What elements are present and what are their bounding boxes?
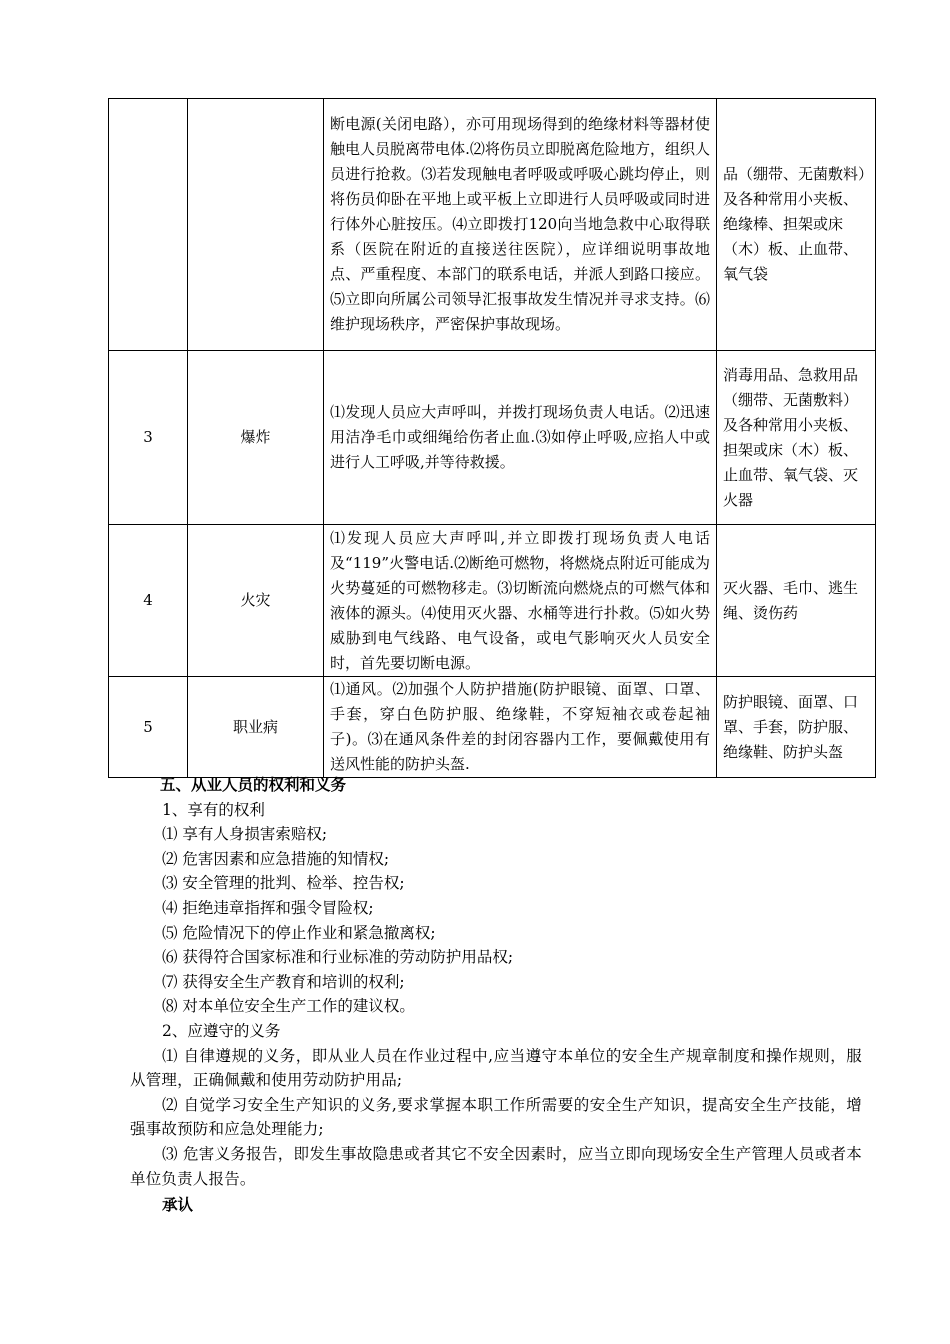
rights-subtitle: 1、享有的权利 bbox=[162, 800, 265, 819]
emergency-measures: ⑴发现人员应大声呼叫,并立即拨打现场负责人电话及“119”火警电话.⑵断绝可燃物，将燃烧点附近可能成为火势蔓延的可燃物移走。⑶切断流向燃烧点的可燃气体和液体的源头。⑷使用灭火器、水桶等进行扑救。⑸如火势威胁到电气线路、电气设备，或电气影响灭火人员安全时，首先要切断电源。 bbox=[324, 525, 717, 677]
table-row bbox=[109, 99, 876, 351]
row-number: 4 bbox=[109, 525, 188, 677]
row-number bbox=[109, 99, 188, 351]
rights-item: ⑺ 获得安全生产教育和培训的权利; bbox=[162, 972, 405, 991]
accident-type: 职业病 bbox=[188, 677, 324, 778]
rights-item: ⑴ 享有人身损害索赔权; bbox=[162, 825, 328, 844]
rights-item: ⑹ 获得符合国家标准和行业标准的劳动防护用品权; bbox=[162, 948, 514, 967]
row-number: 3 bbox=[109, 351, 188, 525]
emergency-equipment: 防护眼镜、面罩、口罩、手套，防护服、绝缘鞋、防护头盔 bbox=[717, 677, 876, 778]
row-number: 5 bbox=[109, 677, 188, 778]
table-row bbox=[109, 525, 876, 677]
accident-type bbox=[188, 99, 324, 351]
duties-item: ⑵ 自觉学习安全生产知识的义务,要求掌握本职工作所需要的安全生产知识，提高安全生产技能，增强事故预防和应急处理能力; bbox=[130, 1095, 862, 1139]
rights-item: ⑸ 危险情况下的停止作业和紧急撤离权; bbox=[162, 923, 436, 942]
table-row bbox=[109, 351, 876, 525]
duties-item: ⑴ 自律遵规的义务，即从业人员在作业过程中,应当遵守本单位的安全生产规章制度和操作规则，服从管理，正确佩戴和使用劳动防护用品; bbox=[130, 1046, 862, 1090]
accident-type: 爆炸 bbox=[188, 351, 324, 525]
table-row bbox=[109, 677, 876, 778]
rights-and-duties-section bbox=[130, 773, 862, 1218]
rights-item: ⑶ 安全管理的批判、检举、控告权; bbox=[162, 874, 405, 893]
emergency-measures: ⑴通风。⑵加强个人防护措施(防护眼镜、面罩、口罩、手套，穿白色防护服、绝缘鞋，不穿短袖衣或卷起袖子)。⑶在通风条件差的封闭容器内工作，要佩戴使用有送风性能的防护头盔. bbox=[324, 677, 717, 778]
emergency-measures: ⑴发现人员应大声呼叫，并拨打现场负责人电话。⑵迅速用洁净毛巾或细绳给伤者止血.⑶如停止呼吸,应掐人中或进行人工呼吸,并等待救援。 bbox=[324, 351, 717, 525]
section-title: 五、从业人员的权利和义务 bbox=[160, 775, 347, 794]
emergency-equipment: 灭火器、毛巾、逃生绳、烫伤药 bbox=[717, 525, 876, 677]
rights-item: ⑻ 对本单位安全生产工作的建议权。 bbox=[162, 997, 415, 1016]
emergency-measures: 断电源(关闭电路），亦可用现场得到的绝缘材料等器材使触电人员脱离带电体.⑵将伤员立即脱离危险地方，组织人员进行抢救。⑶若发现触电者呼吸或呼吸心跳均停止，则将伤员仰卧在平地上或平板上立即进行人员呼吸或同时进行体外心脏按压。⑷立即拨打120向当地急救中心取得联系（医院在附近的直接送往医院），应详细说明事故地点、严重程度、本部门的联系电话，并派人到路口接应。⑸立即向所属公司领导汇报事故发生情况并寻求支持。⑹维护现场秩序，严密保护事故现场。 bbox=[324, 99, 717, 351]
emergency-equipment: 消毒用品、急救用品（绷带、无菌敷料）及各种常用小夹板、担架或床（木）板、止血带、氧气袋、灭火器 bbox=[717, 351, 876, 525]
accident-type: 火灾 bbox=[188, 525, 324, 677]
rights-item: ⑷ 拒绝违章指挥和强令冒险权; bbox=[162, 898, 374, 917]
emergency-measures-table bbox=[108, 98, 876, 778]
duties-item: ⑶ 危害义务报告，即发生事故隐患或者其它不安全因素时，应当立即向现场安全生产管理人员或者本单位负责人报告。 bbox=[130, 1144, 862, 1188]
emergency-equipment: 品（绷带、无菌敷料）及各种常用小夹板、绝缘棒、担架或床（木）板、止血带、氧气袋 bbox=[717, 99, 876, 351]
rights-item: ⑵ 危害因素和应急措施的知情权; bbox=[162, 849, 390, 868]
duties-subtitle: 2、应遵守的义务 bbox=[162, 1021, 281, 1040]
closing-heading: 承认 bbox=[162, 1195, 194, 1215]
